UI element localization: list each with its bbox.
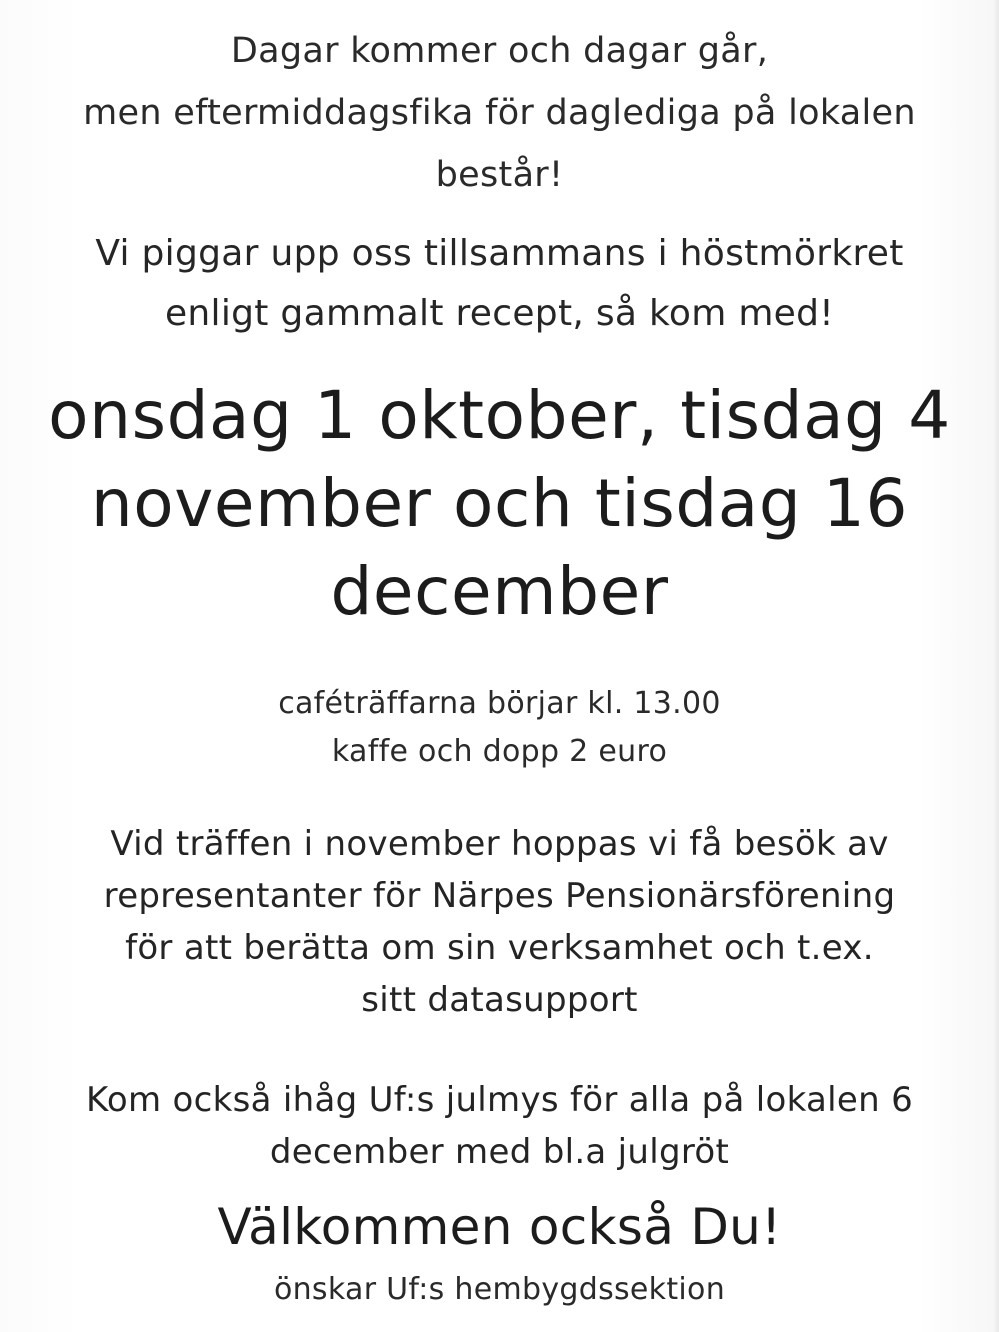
start-time-line: caféträffarna börjar kl. 13.00 [278,686,721,721]
visit-line-3: för att berätta om sin verksamhet och t.ex. [125,928,874,968]
november-visit-paragraph [0,818,999,1026]
visit-line-4: sitt datasupport [361,980,638,1020]
dates-line-3: december [330,553,669,630]
intro-paragraph [0,20,999,206]
price-line: kaffe och dopp 2 euro [331,734,668,769]
intro-line-2: men eftermiddagsfika för daglediga på lokalen [83,93,916,133]
welcome-text: Välkommen också Du! [217,1198,782,1256]
intro-line-3: består! [435,155,564,195]
signature-text: önskar Uf:s hembygdssektion [273,1272,726,1307]
dates-line-2: november och tisdag 16 [90,465,909,542]
signature [0,1268,999,1312]
julmys-line-2: december med bl.a julgröt [269,1132,730,1172]
welcome-heading [0,1192,999,1262]
christmas-event-paragraph [0,1074,999,1178]
invitation-line-1: Vi piggar upp oss tillsammans i höstmörkret [95,233,904,274]
invitation-line-2: enligt gammalt recept, så kom med! [164,293,835,334]
paper-edge-shadow [993,0,999,1332]
julmys-line-1: Kom också ihåg Uf:s julmys för alla på lokalen 6 [86,1080,913,1120]
event-dates-heading [0,372,999,636]
time-and-price-info [0,680,999,776]
visit-line-1: Vid träffen i november hoppas vi få besök av [110,824,889,864]
dates-line-1: onsdag 1 oktober, tisdag 4 [48,377,951,454]
invitation-paragraph [0,224,999,344]
visit-line-2: representanter för Närpes Pensionärsförening [103,876,896,916]
intro-line-1: Dagar kommer och dagar går, [230,31,769,71]
